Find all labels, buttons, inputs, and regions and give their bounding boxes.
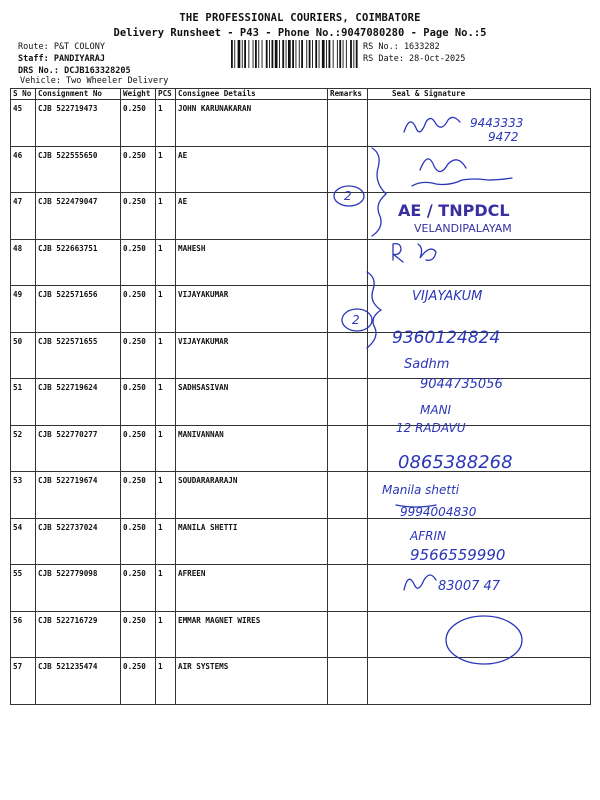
cell-consignment: CJB 522719674 <box>36 472 121 519</box>
barcode-bar <box>269 40 270 68</box>
cell-pcs: 1 <box>156 565 176 612</box>
table-row <box>11 425 591 472</box>
barcode-bar <box>286 40 287 68</box>
cell-seal-signature <box>368 193 591 240</box>
cell-pcs: 1 <box>156 239 176 286</box>
cell-weight: 0.250 <box>121 565 156 612</box>
col-pcs: PCS <box>156 89 176 100</box>
cell-remarks <box>328 565 368 612</box>
cell-remarks <box>328 332 368 379</box>
cell-remarks <box>328 518 368 565</box>
cell-remarks <box>328 472 368 519</box>
cell-consignment: CJB 522663751 <box>36 239 121 286</box>
cell-consignee: EMMAR MAGNET WIRES <box>176 611 328 658</box>
cell-seal-signature <box>368 286 591 333</box>
barcode-bar <box>333 40 334 68</box>
cell-seal-signature <box>368 146 591 193</box>
barcode-bar <box>339 40 341 68</box>
cell-pcs: 1 <box>156 146 176 193</box>
table-row <box>11 100 591 147</box>
col-consignee: Consignee Details <box>176 89 328 100</box>
staff-name: PANDIYARAJ <box>53 54 106 64</box>
cell-consignment: CJB 522770277 <box>36 425 121 472</box>
barcode-bar <box>350 40 352 68</box>
runsheet-table <box>10 88 591 705</box>
cell-seal-signature <box>368 518 591 565</box>
drs-label: DRS No.: <box>18 66 59 76</box>
barcode-bar <box>337 40 338 68</box>
staff-line <box>18 54 105 64</box>
barcode-bar <box>272 40 274 68</box>
barcode-bar <box>234 40 235 68</box>
cell-remarks <box>328 239 368 286</box>
cell-consignment: CJB 522555650 <box>36 146 121 193</box>
rs-number: RS No.: 1633282 <box>363 42 440 52</box>
barcode-bar <box>301 40 303 68</box>
rs-date: RS Date: 28-Oct-2025 <box>363 54 466 64</box>
barcode-bar <box>262 40 263 68</box>
cell-sno: 51 <box>11 379 36 426</box>
cell-weight: 0.250 <box>121 379 156 426</box>
barcode-bar <box>353 40 354 68</box>
barcode-bar <box>231 40 233 68</box>
cell-weight: 0.250 <box>121 193 156 240</box>
drs-number: DCJB163328205 <box>64 66 131 76</box>
cell-pcs: 1 <box>156 611 176 658</box>
table-row <box>11 332 591 379</box>
circled-two-b: 2 <box>352 313 360 327</box>
cell-pcs: 1 <box>156 332 176 379</box>
sig-49: VIJAYAKUM <box>412 289 483 304</box>
cell-weight: 0.250 <box>121 286 156 333</box>
table-row <box>11 565 591 612</box>
circled-two: 2 <box>344 189 352 203</box>
cell-consignee: AE <box>176 146 328 193</box>
cell-weight: 0.250 <box>121 332 156 379</box>
barcode-bar <box>253 40 254 68</box>
barcode-bar <box>319 40 320 68</box>
cell-seal-signature <box>368 425 591 472</box>
table-row <box>11 239 591 286</box>
cell-pcs: 1 <box>156 379 176 426</box>
cell-seal-signature <box>368 611 591 658</box>
cell-sno: 47 <box>11 193 36 240</box>
cell-seal-signature <box>368 332 591 379</box>
cell-remarks <box>328 146 368 193</box>
barcode-bar <box>248 40 249 68</box>
barcode-bar <box>343 40 344 68</box>
sig-51-a: Sadhm <box>404 357 450 372</box>
sig-51-b: 9044735056 <box>420 377 503 392</box>
barcode-bar <box>258 40 259 68</box>
cell-consignee: MAHESH <box>176 239 328 286</box>
cell-consignment: CJB 522571655 <box>36 332 121 379</box>
cell-remarks <box>328 286 368 333</box>
cell-sno: 46 <box>11 146 36 193</box>
barcode-bar <box>309 40 311 68</box>
cell-remarks <box>328 658 368 705</box>
cell-seal-signature <box>368 100 591 147</box>
barcode-image <box>231 40 359 68</box>
table-row <box>11 193 591 240</box>
barcode-bar <box>275 40 278 68</box>
cell-pcs: 1 <box>156 658 176 705</box>
sig-52-b: 12 RADAVU <box>396 421 466 435</box>
cell-weight: 0.250 <box>121 658 156 705</box>
cell-remarks <box>328 379 368 426</box>
cell-consignment: CJB 522716729 <box>36 611 121 658</box>
barcode-bar <box>326 40 327 68</box>
cell-pcs: 1 <box>156 286 176 333</box>
table-row <box>11 658 591 705</box>
sig-54-a: Manila shetti <box>382 483 460 497</box>
cell-sno: 53 <box>11 472 36 519</box>
cell-consignee: VIJAYAKUMAR <box>176 332 328 379</box>
barcode-bar <box>299 40 300 68</box>
company-title: THE PROFESSIONAL COURIERS, COIMBATORE <box>179 12 421 24</box>
table-row <box>11 379 591 426</box>
barcode-bar <box>296 40 297 68</box>
barcode-bar <box>315 40 317 68</box>
cell-consignment: CJB 522719473 <box>36 100 121 147</box>
cell-remarks <box>328 193 368 240</box>
cell-remarks <box>328 100 368 147</box>
barcode-bar <box>329 40 331 68</box>
table-row <box>11 472 591 519</box>
sig-53: 0865388268 <box>398 452 513 473</box>
cell-weight: 0.250 <box>121 239 156 286</box>
cell-pcs: 1 <box>156 425 176 472</box>
sig-55-a: AFRIN <box>410 529 446 543</box>
cell-remarks <box>328 425 368 472</box>
staff-label: Staff: <box>18 54 49 64</box>
stamp-line-1: AE / TNPDCL <box>398 201 510 220</box>
table-row <box>11 611 591 658</box>
cell-consignee: MANIVANNAN <box>176 425 328 472</box>
col-seal-signature: Seal & Signature <box>368 89 591 100</box>
cell-seal-signature <box>368 379 591 426</box>
cell-weight: 0.250 <box>121 611 156 658</box>
cell-seal-signature <box>368 658 591 705</box>
table-row <box>11 146 591 193</box>
drs-line <box>18 66 131 76</box>
sig-45-a: 9443333 <box>470 116 524 130</box>
sig-56: 83007 47 <box>438 579 501 594</box>
cell-consignment: CJB 522719624 <box>36 379 121 426</box>
vehicle-label: Vehicle: Two Wheeler Delivery <box>20 76 169 86</box>
cell-consignee: VIJAYAKUMAR <box>176 286 328 333</box>
barcode-bar <box>322 40 325 68</box>
cell-consignee: MANILA SHETTI <box>176 518 328 565</box>
cell-seal-signature <box>368 472 591 519</box>
cell-weight: 0.250 <box>121 100 156 147</box>
cell-pcs: 1 <box>156 100 176 147</box>
cell-consignee: SADHSASIVAN <box>176 379 328 426</box>
sig-45-b: 9472 <box>488 130 519 144</box>
barcode-bar <box>346 40 347 68</box>
cell-remarks <box>328 611 368 658</box>
cell-sno: 45 <box>11 100 36 147</box>
runsheet-subtitle: Delivery Runsheet - P43 - Phone No.:9047080280 - Page No.:5 <box>113 27 487 39</box>
barcode-bar <box>244 40 246 68</box>
cell-sno: 50 <box>11 332 36 379</box>
route-label: Route: P&T COLONY <box>18 42 105 52</box>
barcode-bar <box>238 40 241 68</box>
cell-consignee: JOHN KARUNAKARAN <box>176 100 328 147</box>
table-header-row <box>11 89 591 100</box>
cell-sno: 54 <box>11 518 36 565</box>
col-weight: Weight <box>121 89 156 100</box>
barcode-bar <box>242 40 243 68</box>
cell-consignee: AIR SYSTEMS <box>176 658 328 705</box>
barcode-bar <box>288 40 291 68</box>
barcode-bar <box>292 40 294 68</box>
cell-weight: 0.250 <box>121 146 156 193</box>
cell-consignee: AFREEN <box>176 565 328 612</box>
cell-consignment: CJB 522571656 <box>36 286 121 333</box>
cell-sno: 55 <box>11 565 36 612</box>
cell-pcs: 1 <box>156 193 176 240</box>
barcode-bar <box>356 40 358 68</box>
cell-sno: 57 <box>11 658 36 705</box>
cell-consignment: CJB 522779098 <box>36 565 121 612</box>
cell-pcs: 1 <box>156 472 176 519</box>
barcode-bar <box>255 40 257 68</box>
table-row <box>11 286 591 333</box>
barcode-bar <box>282 40 284 68</box>
sig-54-b: 9994004830 <box>400 505 477 519</box>
cell-weight: 0.250 <box>121 518 156 565</box>
cell-pcs: 1 <box>156 518 176 565</box>
cell-sno: 48 <box>11 239 36 286</box>
barcode-bar <box>279 40 280 68</box>
sig-52-a: MANI <box>420 403 452 417</box>
cell-sno: 56 <box>11 611 36 658</box>
sig-55-b: 9566559990 <box>410 546 506 564</box>
cell-consignment: CJB 521235474 <box>36 658 121 705</box>
col-remarks: Remarks <box>328 89 368 100</box>
table-row <box>11 518 591 565</box>
cell-sno: 52 <box>11 425 36 472</box>
barcode-bar <box>306 40 307 68</box>
cell-seal-signature <box>368 239 591 286</box>
barcode-bar <box>266 40 268 68</box>
cell-consignment: CJB 522479047 <box>36 193 121 240</box>
col-sno: S No <box>11 89 36 100</box>
cell-weight: 0.250 <box>121 425 156 472</box>
cell-weight: 0.250 <box>121 472 156 519</box>
cell-seal-signature <box>368 565 591 612</box>
cell-consignment: CJB 522737024 <box>36 518 121 565</box>
sig-50: 9360124824 <box>392 328 501 348</box>
col-consignment: Consignment No <box>36 89 121 100</box>
stamp-line-2: VELANDIPALAYAM <box>414 222 512 235</box>
cell-sno: 49 <box>11 286 36 333</box>
cell-consignee: SOUDARARARAJN <box>176 472 328 519</box>
barcode-bar <box>312 40 313 68</box>
cell-consignee: AE <box>176 193 328 240</box>
